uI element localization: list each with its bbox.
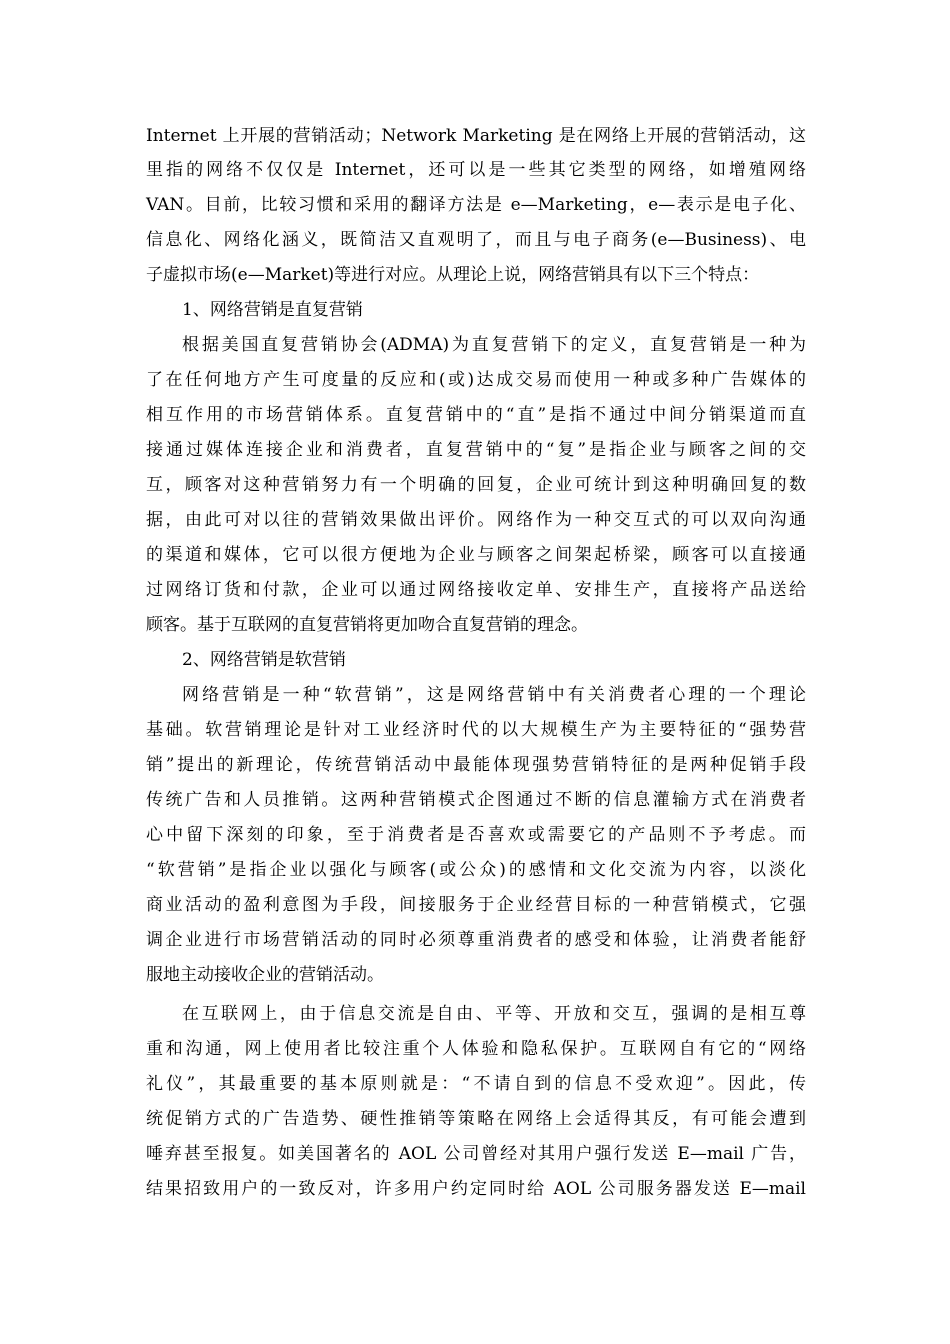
text-line: 销”提出的新理论，传统营销活动中最能体现强势营销特征的是两种促销手段 <box>146 755 806 775</box>
section-heading: 2、网络营销是软营销 <box>182 650 346 670</box>
text-line: 根据美国直复营销协会(ADMA)为直复营销下的定义，直复营销是一种为 <box>182 335 806 355</box>
text-line: 网络营销是一种“软营销”，这是网络营销中有关消费者心理的一个理论 <box>182 685 806 705</box>
text-line: VAN。目前，比较习惯和采用的翻译方法是 e—Marketing，e—表示是电子化、 <box>146 195 806 215</box>
text-line: 心中留下深刻的印象，至于消费者是否喜欢或需要它的产品则不予考虑。而 <box>146 825 806 845</box>
text-line: 据，由此可对以往的营销效果做出评价。网络作为一种交互式的可以双向沟通 <box>146 510 806 530</box>
text-line: 过网络订货和付款，企业可以通过网络接收定单、安排生产，直接将产品送给 <box>146 580 806 600</box>
text-line: 服地主动接收企业的营销活动。 <box>146 965 384 985</box>
text-line: 里指的网络不仅仅是 Internet，还可以是一些其它类型的网络，如增殖网络 <box>146 160 806 180</box>
text-line: 基础。软营销理论是针对工业经济时代的以大规模生产为主要特征的“强势营 <box>146 720 806 740</box>
text-line: 了在任何地方产生可度量的反应和(或)达成交易而使用一种或多种广告媒体的 <box>146 370 806 390</box>
text-line: 子虚拟市场(e—Market)等进行对应。从理论上说，网络营销具有以下三个特点： <box>146 265 760 285</box>
text-line: 结果招致用户的一致反对，许多用户约定同时给 AOL 公司服务器发送 E—mail <box>146 1179 806 1199</box>
text-line: 唾弃甚至报复。如美国著名的 AOL 公司曾经对其用户强行发送 E—mail 广告， <box>146 1144 806 1164</box>
text-line: 接通过媒体连接企业和消费者，直复营销中的“复”是指企业与顾客之间的交 <box>146 440 806 460</box>
text-line: 信息化、网络化涵义，既简洁又直观明了，而且与电子商务(e—Business)、电 <box>146 230 806 250</box>
text-line: 相互作用的市场营销体系。直复营销中的“直”是指不通过中间分销渠道而直 <box>146 405 806 425</box>
text-line: 商业活动的盈利意图为手段，间接服务于企业经营目标的一种营销模式，它强 <box>146 895 806 915</box>
text-line: 顾客。基于互联网的直复营销将更加吻合直复营销的理念。 <box>146 615 588 635</box>
text-line: 礼仪”，其最重要的基本原则就是：“不请自到的信息不受欢迎”。因此，传 <box>146 1074 806 1094</box>
text-line: 重和沟通，网上使用者比较注重个人体验和隐私保护。互联网自有它的“网络 <box>146 1039 806 1059</box>
text-line: 传统广告和人员推销。这两种营销模式企图通过不断的信息灌输方式在消费者 <box>146 790 806 810</box>
text-line: 统促销方式的广告造势、硬性推销等策略在网络上会适得其反，有可能会遭到 <box>146 1109 806 1129</box>
text-line: 的渠道和媒体，它可以很方便地为企业与顾客之间架起桥梁，顾客可以直接通 <box>146 545 806 565</box>
section-heading: 1、网络营销是直复营销 <box>182 300 363 320</box>
text-line: 调企业进行市场营销活动的同时必须尊重消费者的感受和体验，让消费者能舒 <box>146 930 806 950</box>
text-line: “软营销”是指企业以强化与顾客(或公众)的感情和文化交流为内容，以淡化 <box>146 860 806 880</box>
text-line: 在互联网上，由于信息交流是自由、平等、开放和交互，强调的是相互尊 <box>182 1004 806 1024</box>
text-line: 互，顾客对这种营销努力有一个明确的回复，企业可统计到这种明确回复的数 <box>146 475 806 495</box>
text-line: Internet 上开展的营销活动；Network Marketing 是在网络上开展的营销活动，这 <box>146 126 806 146</box>
